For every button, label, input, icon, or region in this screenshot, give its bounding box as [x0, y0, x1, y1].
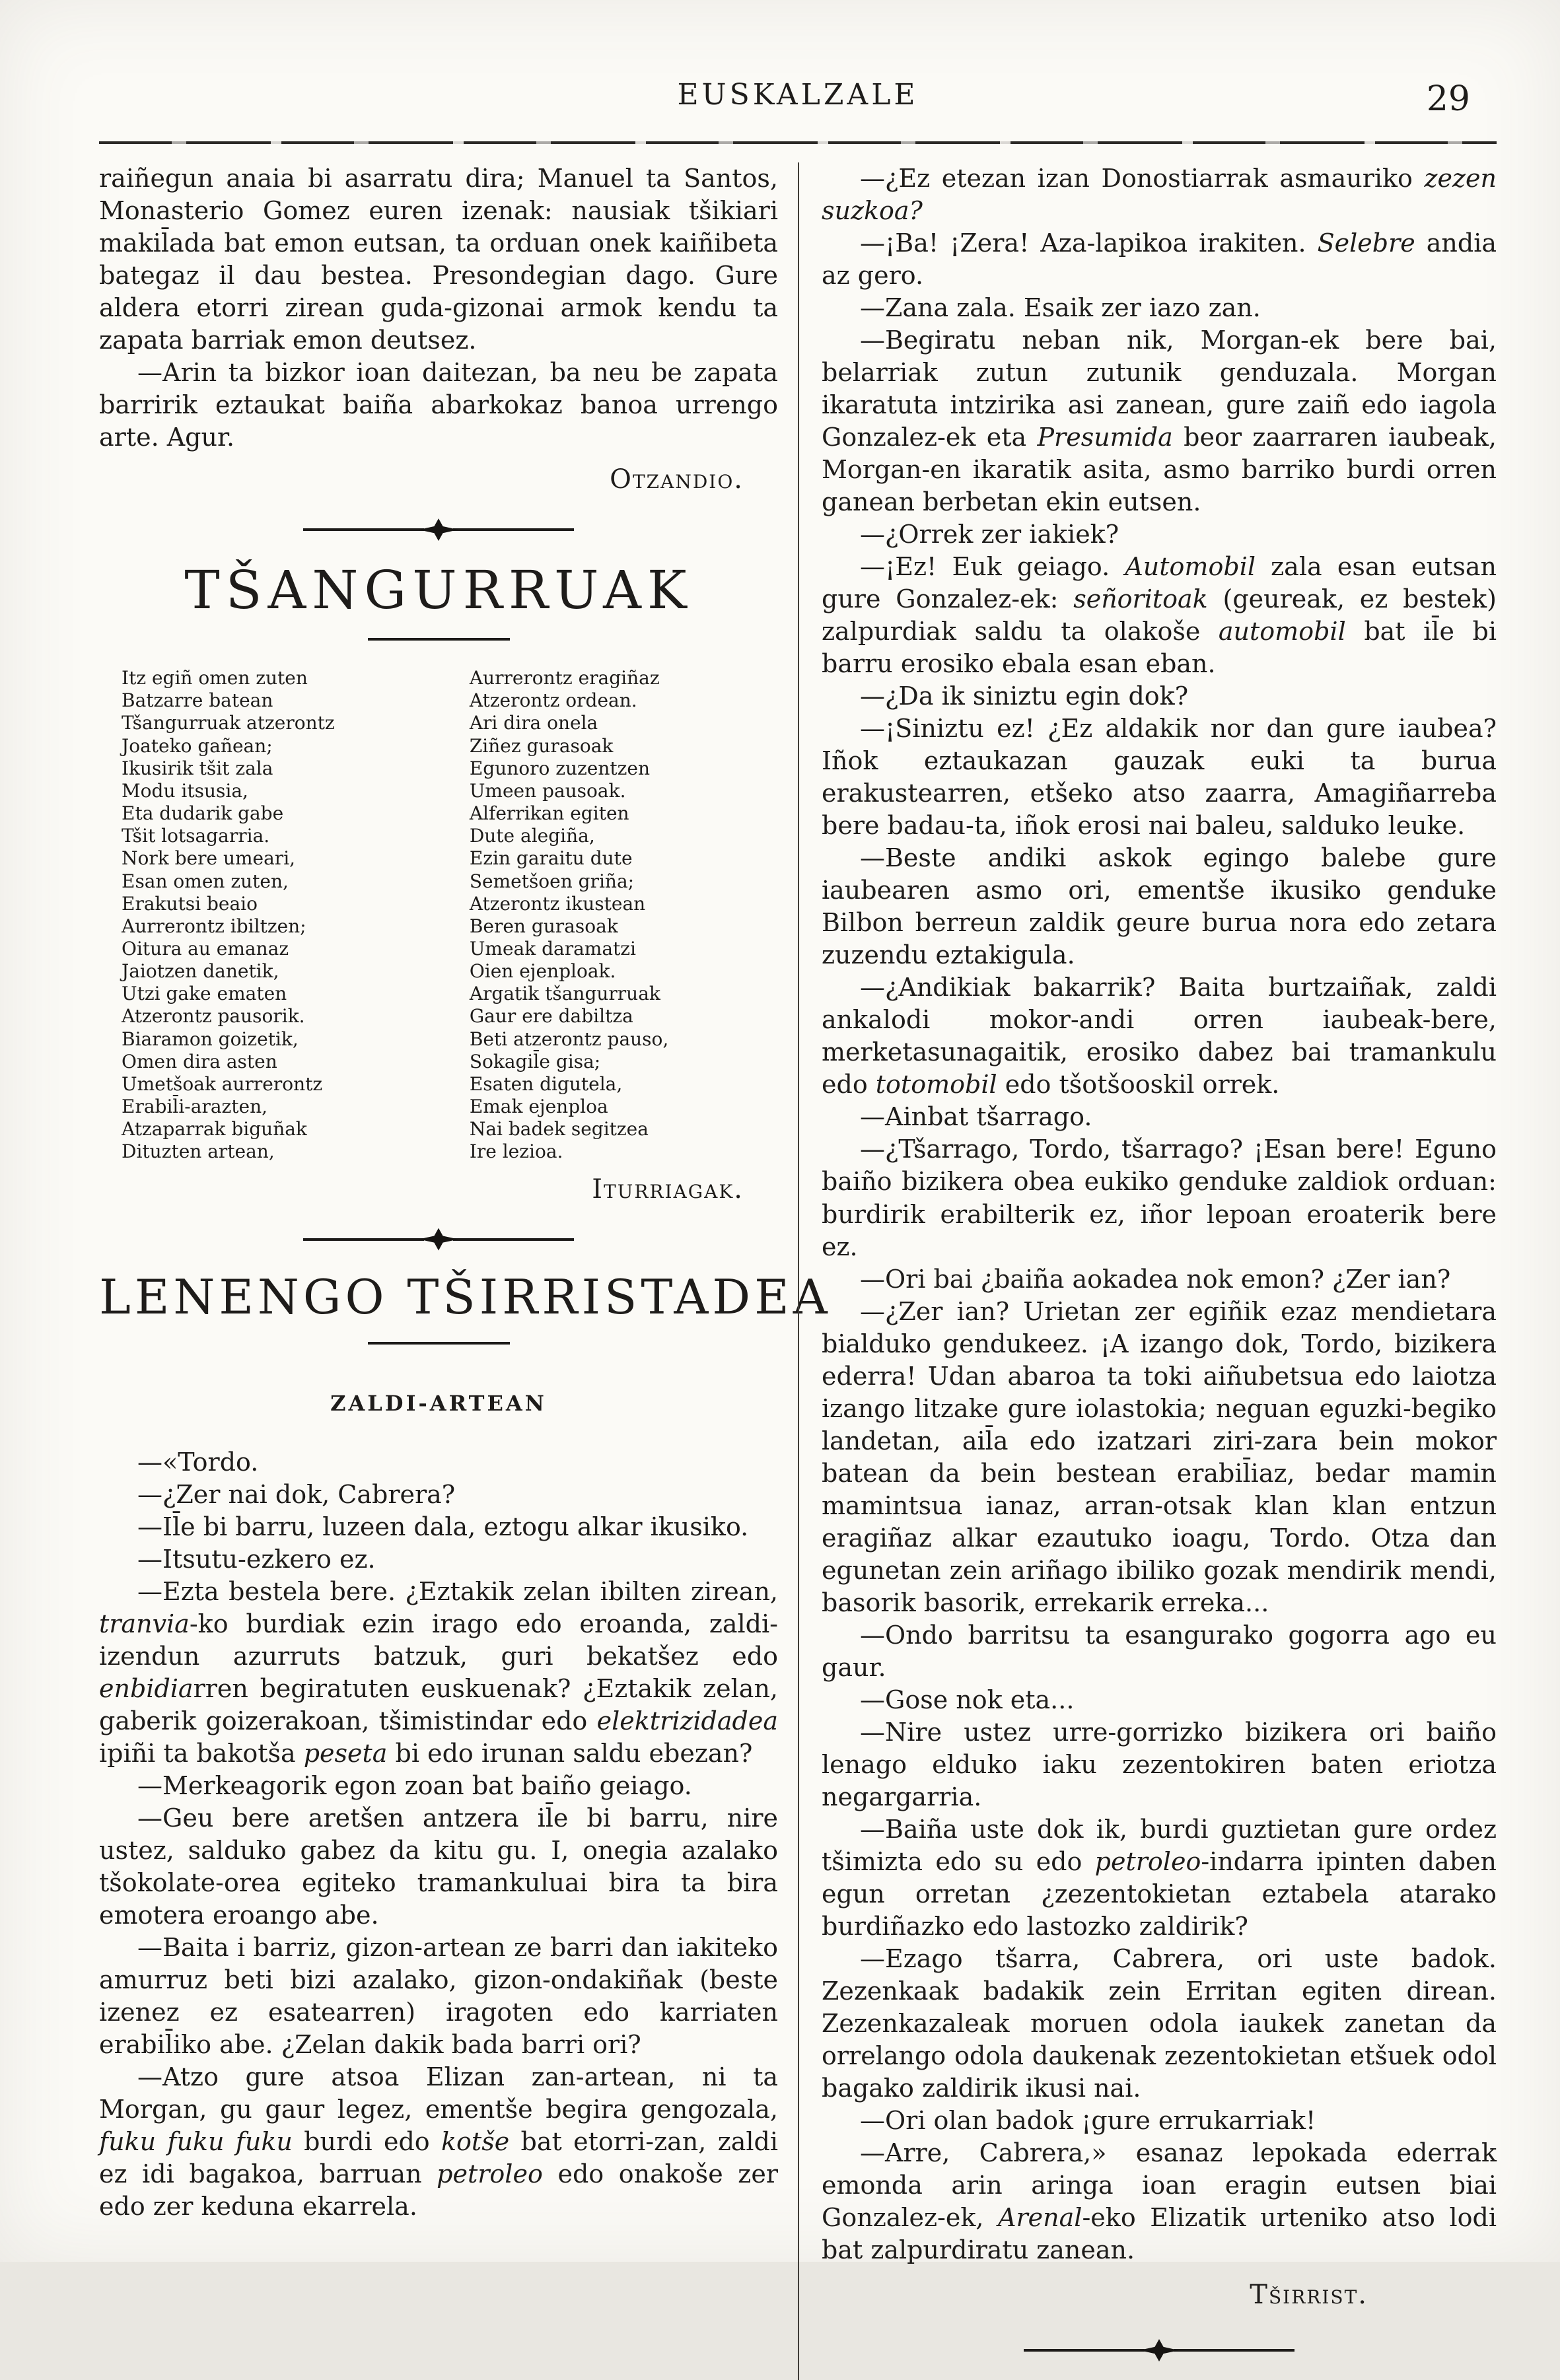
- text-segment: (geureak, ez bestek) zalpurdiak saldu ta olakoše: [822, 584, 1497, 647]
- poem-line: Dituzten artean,: [122, 1140, 275, 1163]
- paragraph: [99, 162, 778, 357]
- paragraph: [822, 2137, 1497, 2266]
- poem-line: Aurrerontz eragiñaz: [469, 667, 660, 689]
- poem-line: Nai badek segitzea: [469, 1118, 649, 1140]
- poem-line: Atzerontz pausorik.: [122, 1005, 305, 1028]
- two-column-layout: [99, 162, 1497, 2380]
- italic-segment: Selebre: [1317, 228, 1415, 258]
- paragraph: [99, 1511, 778, 1543]
- text-segment: —Begiratu neban nik, Morgan-ek bere bai, belarriak zutun zutunik genduzala. Morgan ikaratuta intzirika asi zanean, gure zaiñ edo iagola Gonzalez-ek eta: [822, 326, 1497, 452]
- page-header: [99, 78, 1497, 131]
- text-segment: —Gose nok eta...: [860, 1685, 1075, 1714]
- paragraph: [822, 842, 1497, 971]
- poem: [99, 667, 778, 1163]
- poem-line: Itz egiñ omen zuten: [122, 667, 308, 689]
- italic-segment: fuku fuku fuku: [99, 2126, 293, 2156]
- paragraph: [822, 971, 1497, 1101]
- paragraph: [822, 518, 1497, 551]
- paragraph: [822, 2105, 1497, 2137]
- paragraph: [99, 1446, 778, 1479]
- text-segment: —¿Tšarrago, Tordo, tšarrago? ¡Esan bere! Eguno baiño bizikera obea eukiko genduke zaldiok orduan: burdirik erabilterik ez, iñor lepoan eroaterik bere ez.: [822, 1135, 1497, 1261]
- text-segment: —Beste andiki askok egingo balebe gure iaubearen asmo ori, ementše ikusiko genduke Bilbon berreun zaldik geure burua nora edo zetara zuzendu eztakigula.: [822, 843, 1497, 970]
- text-segment: bat etorri-zan, zaldi ez idi bagakoa, barruan: [99, 2126, 779, 2188]
- italic-segment: zezen suzkoa?: [822, 164, 1497, 226]
- text-segment: —«Tordo.: [137, 1447, 259, 1477]
- poem-line: Emak ejenploa: [469, 1096, 608, 1118]
- author-signature-otzandio: Otzandio.: [610, 464, 744, 495]
- paragraph: [99, 1543, 778, 1576]
- poem-line: Joateko gañean;: [122, 734, 273, 757]
- poem-line: Aurrerontz ibiltzen;: [122, 915, 306, 937]
- poem-line: Gaur ere dabiltza: [469, 1005, 633, 1028]
- poem-line: Beren gurasoak: [469, 915, 618, 937]
- text-segment: —Ori bai ¿baiña aokadea nok emon? ¿Zer ian?: [860, 1264, 1451, 1294]
- text-segment: bat il̄e bi barru erosiko ebala esan eban.: [822, 617, 1497, 679]
- poem-line: Ikusirik tšit zala: [122, 757, 273, 779]
- paragraph: [822, 1684, 1497, 1716]
- right-column: [798, 162, 1497, 2380]
- text-segment: rren begiratuten euskuenak? ¿Eztakik zelan, gaberik goizerakoan, tšimistindar edo: [99, 1673, 778, 1735]
- text-segment: edo tšotšooskil orrek.: [997, 1070, 1280, 1100]
- text-segment: —Il̄e bi barru, luzeen dala, eztogu alkar ikusiko.: [137, 1512, 749, 1541]
- poem-line: Batzarre batean: [122, 689, 273, 712]
- title-rule: [368, 638, 510, 641]
- poem-line: Beti atzerontz pauso,: [469, 1028, 669, 1050]
- text-segment: ipiñi ta bakotša: [99, 1738, 304, 1768]
- text-segment: —¿Zer ian? Urietan zer egiñik ezaz mendietara bialduko gendukeez. ¡A izango dok, Tordo, bizikera ederra! Udan abaroa ta toki aiñubetsua edo laiotza izango litzake gure iolastokia; neguan eguzki-begiko landetan, ail̄a edo izatzari ziri-zara bein mokor batean da bein bestean erabil̄iaz, bedar mamin mamintsua ianaz, arran-otsak klan klan entzun eragiñaz alkar ezautuko ioagu, Tordo. Otza dan egunetan zein ariñago ibiliko gozak mendirik mendi, basorik basorik, errekarik erreka...: [822, 1296, 1497, 1617]
- poem-line: Oitura au emanaz: [122, 938, 289, 960]
- poem-line: Alferrikan egiten: [469, 802, 629, 825]
- text-segment: —Ezago tšarra, Cabrera, ori uste badok. Zezenkaak badakik zein Erritan egiten direan. Zezenkazaleak moruen odola iaukek zanetan da orrelango odola daukenak zezentokietan etšuek odol bagako zaldirik ikusi nai.: [822, 1943, 1497, 2103]
- poem-line: Egunoro zuzentzen: [469, 757, 650, 779]
- text-segment: —Arre, Cabrera,» esanaz lepokada ederrak emonda arin aringa ioan eragin eutsen biai Gonzalez-ek,: [822, 2138, 1497, 2232]
- poem-line: Atzaparrak biguñak: [122, 1118, 307, 1140]
- poem-line: Ire lezioa.: [469, 1140, 563, 1163]
- paragraph: [822, 1263, 1497, 1296]
- opening-paragraphs: [99, 162, 778, 454]
- poem-line: Dute alegiña,: [469, 825, 595, 847]
- text-segment: -eko Elizatik urteniko atso lodi bat zalpurdiratu zanean.: [822, 2202, 1497, 2264]
- title-rule: [368, 1342, 510, 1345]
- paragraph: [99, 357, 778, 454]
- poem-line: Argatik tšangurruak: [469, 983, 660, 1005]
- paragraph: [822, 1716, 1497, 1813]
- poem-line: Ezin garaitu dute: [469, 847, 633, 870]
- paragraph: [822, 1813, 1497, 1943]
- poem-line: Oien ejenploak.: [469, 960, 616, 983]
- paragraph: [99, 1479, 778, 1511]
- page-number: 29: [1426, 79, 1470, 119]
- text-segment: bi edo irunan saldu ebezan?: [387, 1738, 753, 1768]
- italic-segment: petroleo: [437, 2159, 543, 2188]
- italic-segment: Presumida: [1037, 423, 1173, 452]
- paragraph: [822, 1133, 1497, 1263]
- paragraph: [822, 227, 1497, 292]
- poem-line: Umeen pausoak.: [469, 779, 626, 802]
- text-segment: -indarra ipinten daben egun orretan ¿zezentokietan eztabela atarako burdiñazko edo lastozko zaldirik?: [822, 1846, 1497, 1941]
- poem-line: Ari dira onela: [469, 712, 598, 734]
- section-divider: [303, 1228, 574, 1251]
- diamond-ornament-icon: [419, 518, 458, 541]
- poem-line: Tšit lotsagarria.: [122, 825, 270, 847]
- poem-line: Umeak daramatzi: [469, 938, 636, 960]
- author-signature-iturriagak: Iturriagak.: [592, 1173, 744, 1205]
- paragraph: [822, 1619, 1497, 1684]
- text-segment: —Geu bere aretšen antzera il̄e bi barru, nire ustez, salduko gabez da kitu gu. I, onegia azalako tšokolate-orea egiteko tramankuluai bira ta bira emotera eroango abe.: [99, 1803, 778, 1930]
- italic-segment: totomobil: [875, 1070, 997, 1100]
- poem-line: Modu itsusia,: [122, 779, 248, 802]
- text-segment: beor zaarraren iaubeak, Morgan-en ikaratik asita, asmo barriko burdi orren ganean berbetan ekin eutsen.: [822, 423, 1497, 517]
- text-segment: —Atzo gure atsoa Elizan zan-artean, ni ta Morgan, gu gaur legez, ementše begira gengozala,: [99, 2062, 778, 2124]
- poem-line: Omen dira asten: [122, 1050, 277, 1072]
- poem-line: Semetšoen griña;: [469, 870, 635, 892]
- paragraph: [822, 324, 1497, 518]
- poem-line: Umetšoak aurrerontz: [122, 1072, 323, 1095]
- poem-title: TŠANGURRUAK: [184, 559, 693, 621]
- text-segment: —Baiña uste dok ik, burdi guztietan gure ordez tšimizta edo su edo: [822, 1814, 1497, 1876]
- text-segment: —Itsutu-ezkero ez.: [137, 1544, 376, 1574]
- text-segment: —Ondo barritsu ta esangurako gogorra ago eu gaur.: [822, 1620, 1497, 1682]
- italic-segment: enbidia: [99, 1673, 194, 1703]
- italic-segment: kotše: [441, 2126, 510, 2156]
- text-segment: —¡Ba! ¡Zera! Aza-lapikoa irakiten.: [860, 228, 1318, 258]
- poem-line: Ziñez gurasoak: [469, 734, 614, 757]
- story-paragraphs: [99, 1446, 778, 2223]
- poem-line: Esan omen zuten,: [122, 870, 289, 892]
- poem-line: Nork bere umeari,: [122, 847, 296, 870]
- paragraph: [99, 1576, 778, 1770]
- poem-line: Atzerontz ikustean: [469, 892, 646, 915]
- poem-line: Esaten digutela,: [469, 1072, 623, 1095]
- italic-segment: automobil: [1218, 617, 1346, 647]
- text-segment: burdi edo: [292, 2126, 442, 2156]
- paragraph: [822, 292, 1497, 324]
- text-segment: —Merkeagorik egon zoan bat baiño geiago.: [137, 1770, 692, 1800]
- section-divider: [303, 518, 574, 541]
- text-segment: —Zana zala. Esaik zer iazo zan.: [860, 293, 1261, 323]
- text-segment: —Ainbat tšarrago.: [860, 1102, 1092, 1132]
- paragraph: [822, 1296, 1497, 1619]
- text-segment: raiñegun anaia bi asarratu dira; Manuel ta Santos, Monasterio Gomez euren izenak: nausiak tšikiari makil̄ada bat emon eutsan, ta orduan onek kaiñibeta bategaz il dau bestea. Presondegian dago. Gure aldera etorri zirean guda-gizonai armok kendu ta zapata barriak emon deutsez.: [99, 164, 778, 355]
- text-segment: -ko burdiak ezin irago edo eroanda, zaldi-izendun azurruts batzuk, guri bekatšez edo: [99, 1609, 778, 1671]
- poem-line: Sokagil̄e gisa;: [469, 1050, 601, 1072]
- poem-line: Atzerontz ordean.: [469, 689, 637, 712]
- header-rule: [99, 141, 1497, 144]
- text-segment: —Baita i barriz, gizon-artean ze barri dan iakiteko amurruz beti bizi azalako, gizon-ondakiñak (beste izenez ez esatearren) iragoten edo karriaten erabil̄iko abe. ¿Zelan dakik bada barri ori?: [99, 1932, 778, 2059]
- diamond-ornament-icon: [419, 1228, 458, 1251]
- paragraph: [822, 680, 1497, 713]
- poem-line: Jaiotzen danetik,: [122, 960, 279, 983]
- text-segment: —¿Ez etezan izan Donostiarrak asmauriko: [860, 164, 1425, 193]
- poem-line: Eta dudarik gabe: [122, 802, 284, 825]
- text-segment: —¡Siniztu ez! ¿Ez aldakik nor dan gure iaubea? Iñok eztaukazan gauzak euki ta burua erakustearren, etšeko atso zaarra, Amagiñarreba bere badau-ta, iñok erosi nai baleu, salduko leuke.: [822, 714, 1497, 841]
- author-signature-tsirrist: Tširrist.: [1250, 2280, 1368, 2311]
- text-segment: —Ori olan badok ¡gure errukarriak!: [860, 2105, 1316, 2135]
- text-segment: —¡Ez! Euk geiago.: [860, 552, 1125, 582]
- text-segment: andia az gero.: [822, 228, 1497, 291]
- text-segment: —¿Da ik siniztu egin dok?: [860, 682, 1189, 711]
- text-segment: —Ezta bestela bere. ¿Eztakik zelan ibilten zirean,: [137, 1576, 778, 1606]
- journal-title: EUSKALZALE: [677, 78, 919, 112]
- text-segment: —¿Andikiak bakarrik? Baita burtzaiñak, zaldi ankalodi mokor-andi orren iaubeak-bere, merketasunagaitik, erosiko dabez bai tramankulu edo: [822, 973, 1497, 1100]
- paragraph: [99, 1802, 778, 1932]
- text-segment: —¿Orrek zer iakiek?: [860, 520, 1119, 549]
- poem-line: Biaramon goizetik,: [122, 1028, 299, 1050]
- paragraph: [822, 162, 1497, 227]
- paragraph: [99, 1770, 778, 1802]
- italic-segment: elektrizidadea: [596, 1706, 778, 1735]
- poem-line: Utzi gake ematen: [122, 983, 287, 1005]
- story-subtitle: ZALDI-ARTEAN: [330, 1390, 547, 1416]
- text-segment: zala esan eutsan gure Gonzalez-ek:: [822, 552, 1497, 614]
- italic-segment: Automobil: [1125, 552, 1256, 582]
- text-segment: edo onakoše zer edo zer keduna ekarrela.: [99, 2159, 778, 2221]
- poem-line: Erabil̄i-arazten,: [122, 1096, 268, 1118]
- poem-column-left: [122, 667, 470, 1163]
- italic-segment: petroleo: [1094, 1846, 1201, 1876]
- section-divider: [1024, 2339, 1294, 2362]
- italic-segment: peseta: [303, 1738, 388, 1768]
- paragraph: [822, 1101, 1497, 1133]
- poem-line: Tšangurruak atzerontz: [122, 712, 335, 734]
- paragraph: [822, 713, 1497, 842]
- story-title: LENENGO TŠIRRISTADEA: [99, 1269, 832, 1325]
- paragraph: [99, 2061, 778, 2223]
- left-column: [99, 162, 832, 2380]
- paragraph: [99, 1932, 778, 2061]
- paragraph: [822, 1943, 1497, 2105]
- poem-line: Erakutsi beaio: [122, 892, 258, 915]
- dialogue-paragraphs: [822, 162, 1497, 2266]
- italic-segment: señoritoak: [1073, 584, 1208, 614]
- italic-segment: Arenal: [998, 2202, 1082, 2232]
- text-segment: —Nire ustez urre-gorrizko bizikera ori baiño lenago elduko iaku zezentokiren baten eriotza negargarria.: [822, 1717, 1497, 1811]
- poem-column-right: [470, 667, 778, 1163]
- paragraph: [822, 551, 1497, 680]
- diamond-ornament-icon: [1139, 2339, 1179, 2362]
- text-segment: —Arin ta bizkor ioan daitezan, ba neu be zapata barririk eztaukat baiña abarkokaz banoa urrengo arte. Agur.: [99, 358, 778, 452]
- text-segment: —¿Zer nai dok, Cabrera?: [137, 1479, 456, 1509]
- italic-segment: tranvia: [99, 1609, 190, 1638]
